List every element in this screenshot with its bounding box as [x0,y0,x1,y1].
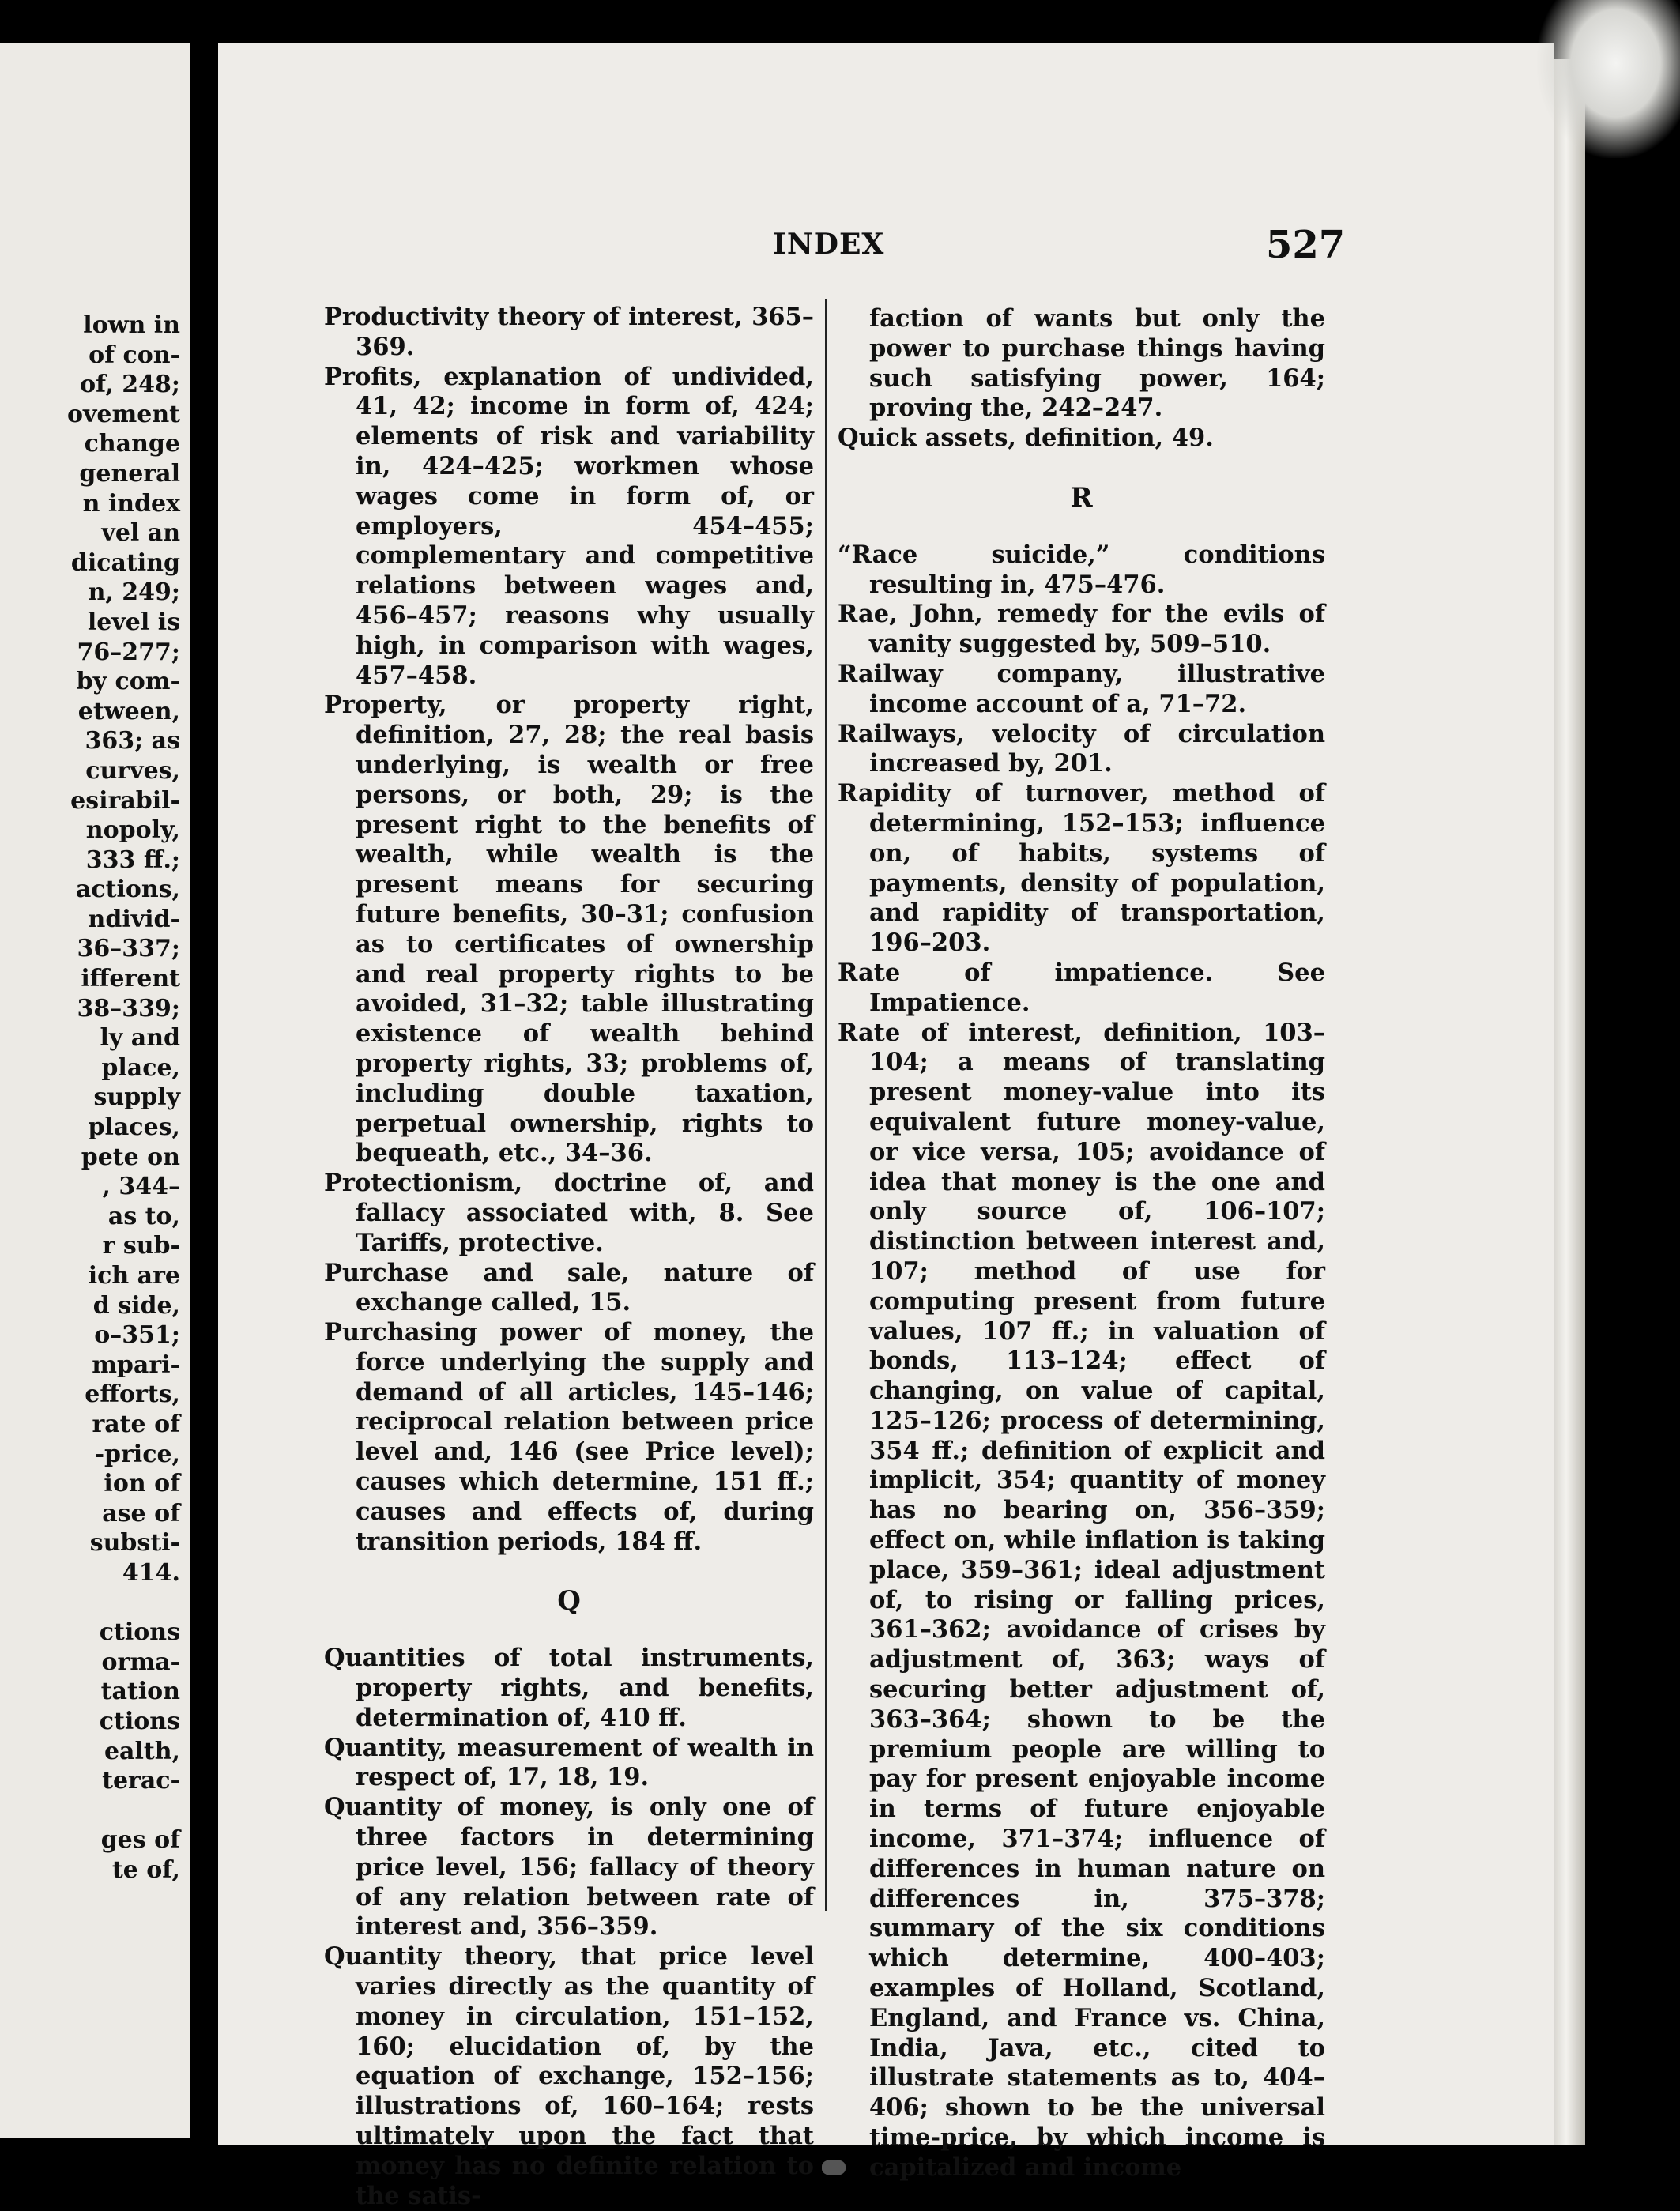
index-entry: “Race suicide,” conditions resulting in, 475–476. [838,540,1325,599]
scan-mark [822,2160,846,2175]
index-entry: Railways, velocity of circulation increased by, 201. [838,719,1325,778]
fragment-line: n, 249; [88,578,180,607]
fragment-line: -price, [94,1440,180,1468]
fragment-line: d side, [92,1291,180,1320]
index-entry-continued: faction of wants but only the power to purchase things having such satisfying power, 164; proving the, 242–247. [869,304,1325,423]
fragment-line: 333 ff.; [85,846,180,874]
fragment-line: 76–277; [77,638,180,666]
fragment-line: ctions [99,1707,180,1735]
fragment-line: rate of [92,1410,180,1438]
index-entry: Rapidity of turnover, method of determining, 152–153; influence on, of habits, systems of payments, density of population, and rapidity of transportation, 196–203. [838,779,1325,958]
index-entry: Quantity of money, is only one of three factors in determining price level, 156; fallacy of theory of any relation between rate of interest and, 356–359. [324,1793,814,1942]
page-edge [1554,59,1585,2145]
fragment-line [67,1588,180,1618]
facing-page-fragment [0,43,190,2138]
fragment-line: curves, [85,756,180,785]
index-entry: Quantity, measurement of wealth in respect of, 17, 18, 19. [324,1733,814,1792]
fragment-line: efforts, [85,1380,180,1409]
fragment-line: n index [82,489,180,518]
fragment-line: terac- [102,1767,180,1795]
fragment-line: by com- [76,668,180,696]
fragment-line: 363; as [85,727,180,755]
fragment-line: of, 248; [80,371,180,399]
fragment-line: substi- [89,1529,180,1557]
index-entry: Railway company, illustrative income account of a, 71–72. [838,659,1325,718]
page-number: 527 [1266,223,1346,267]
index-entry: Protectionism, doctrine of, and fallacy associated with, 8. See Tariffs, protective. [324,1169,814,1257]
fragment-line: places, [88,1113,180,1142]
index-entry: Rae, John, remedy for the evils of vanity suggested by, 509–510. [838,600,1325,659]
fragment-line: ndivid- [88,905,180,933]
column-rule [825,299,827,1911]
section-letter: R [1070,481,1093,514]
section-letter: Q [557,1585,581,1618]
corner-damage [1537,0,1680,158]
index-entry: Quick assets, definition, 49. [838,424,1214,453]
fragment-line: tation [100,1678,180,1706]
fragment-line: ase of [102,1499,180,1527]
index-column-right [838,304,1325,2183]
fragment-line: 414. [122,1558,180,1587]
fragment-line: ovement [66,400,180,428]
fragment-line: ifferent [81,965,180,993]
index-column-left [324,303,814,2211]
fragment-line: 38–339; [77,994,180,1023]
fragment-line: as to, [107,1202,180,1230]
fragment-line: esirabil- [70,786,180,815]
fragment-line: vel an [101,519,180,548]
fragment-line: te of, [111,1855,180,1884]
running-head: INDEX [773,228,885,261]
index-entry: Rate of impatience. See Impatience. [838,958,1325,1017]
fragment-line: mpari- [92,1350,180,1379]
fragment-line: nopoly, [85,816,180,845]
fragment-line: ges of [100,1826,180,1855]
fragment-line: orma- [101,1648,180,1676]
fragment-line: o–351; [94,1321,180,1350]
index-entry: Property, or property right, definition, 27, 28; the real basis underlying, is wealth or free persons, or both, 29; is the present right to the benefits of wealth, while wealth is the present means for securing future benefits, 30–31; confusion as to certificates of ownership and real property rights to be avoided, 31–32; table illustrating existence of wealth behind property rights, 33; problems of, including double taxation, perpetual ownership, rights to bequeath, etc., 34–36. [324,691,814,1168]
index-entry: Quantities of total instruments, property rights, and benefits, determination of, 410 ff. [324,1644,814,1732]
index-entry: Profits, explanation of undivided, 41, 42; income in form of, 424; elements of risk and variability in, 424–425; workmen whose wages come in form of, or employers, 454–455; complementary and competitive relations between wages and, 456–457; reasons why usually high, in comparison with wages, 457–458. [324,362,814,690]
facing-page-text [67,311,180,1885]
fragment-line [67,1796,180,1826]
fragment-line: ealth, [104,1737,180,1765]
index-entry: Quantity theory, that price level varies directly as the quantity of money in circulation, 151–152, 160; elucidation of, by the equation of exchange, 152–156; illustrations of, 160–164; rests ultimately upon the fact that money has no definite relation to the satis- [324,1942,814,2210]
index-entry: Rate of interest, definition, 103–104; a means of translating present money-value into its equivalent future money-value, or vice versa, 105; avoidance of idea that money is the one and only source of, 106–107; distinction between interest and, 107; method of use for computing present from future values, 107 ff.; in valuation of bonds, 113–124; effect of changing, on value of capital, 125–126; process of determining, 354 ff.; definition of explicit and implicit, 354; quantity of money has no bearing on, 356–359; effect on, while inflation is taking place, 359–361; ideal adjustment of, to rising or falling prices, 361–362; avoidance of crises by adjustment of, 363; ways of securing better adjustment of, 363–364; shown to be the premium people are willing to pay for present enjoyable income in terms of future enjoyable income, 371–374; influence of differences in human nature on differences in, 375–378; summary of the six conditions which determine, 400–403; examples of Holland, Scotland, England, and France vs. China, India, Java, etc., cited to illustrate statements as to, 404–406; shown to be the universal time-price, by which income is capitalized and income [838,1018,1325,2182]
fragment-line: ion of [104,1470,180,1498]
fragment-line: supply [93,1083,180,1112]
fragment-line: etween, [77,697,180,725]
fragment-line: place, [101,1053,180,1082]
index-entry: Purchasing power of money, the force underlying the supply and demand of all articles, 145–146; reciprocal relation between price level and, 146 (see Price level); causes which determine, 151 ff.; causes and effects of, during transition periods, 184 ff. [324,1318,814,1556]
fragment-line: change [84,430,180,458]
fragment-line: of con- [89,341,180,369]
fragment-line: 36–337; [77,935,180,963]
fragment-line: general [79,459,180,488]
fragment-line: ctions [99,1618,180,1647]
fragment-line: , 344– [102,1173,180,1201]
fragment-line: lown in [83,311,180,339]
fragment-line: dicating [70,548,180,577]
fragment-line: pete on [81,1143,180,1171]
fragment-line: actions, [75,876,180,904]
fragment-line: ich are [88,1262,180,1290]
fragment-line: ly and [100,1024,180,1053]
book-gutter [190,43,218,2138]
index-entry: Purchase and sale, nature of exchange called, 15. [324,1258,814,1317]
index-entry: Productivity theory of interest, 365–369. [324,303,814,361]
fragment-line: level is [87,608,180,636]
fragment-line: r sub- [102,1232,180,1260]
